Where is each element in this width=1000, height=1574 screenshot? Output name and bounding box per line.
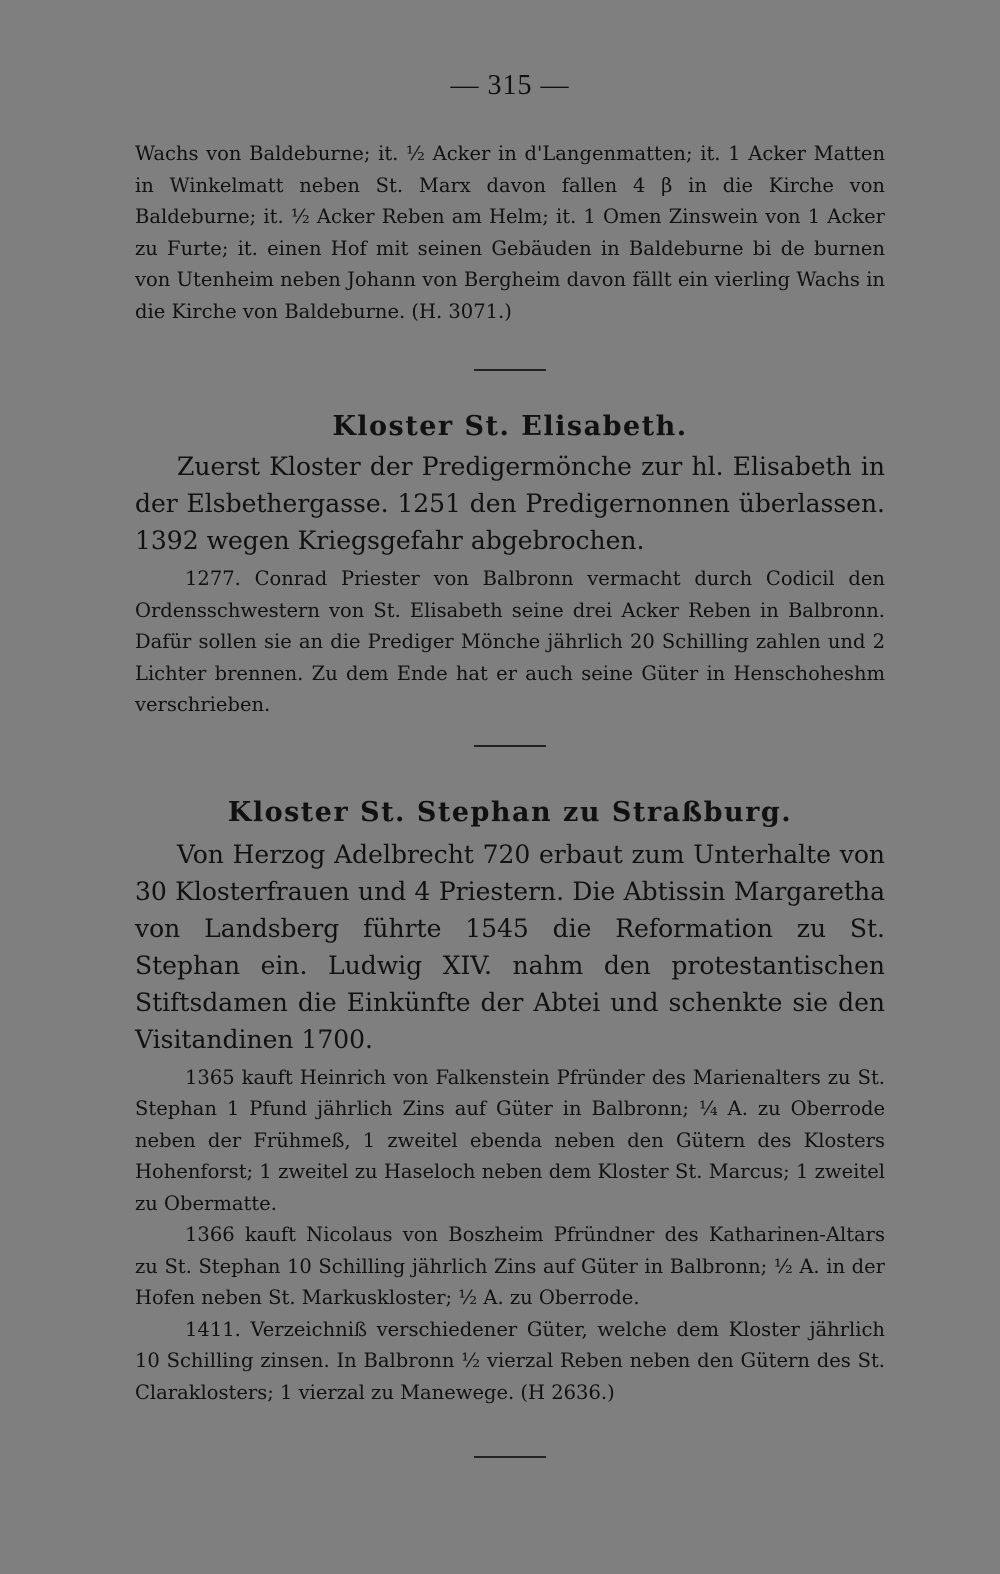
section-divider — [474, 1456, 546, 1458]
entry-paragraph: 1277. Conrad Priester von Balbronn vermacht durch Codicil den Ordensschwestern von St. Elisabeth seine drei Acker Reben in Balbronn. Dafür sollen sie an die Prediger Mönche jährlich 20 Schilling zahlen und 2 Lichter brennen. Zu dem Ende hat er auch seine Güter in Henschoheshm verschrieben. — [135, 567, 885, 716]
section-heading-st-elisabeth: Kloster St. Elisabeth. — [332, 411, 688, 442]
entry-paragraph: 1365 kauft Heinrich von Falkenstein Pfründer des Marienalters zu St. Stephan 1 Pfund jährlich Zins auf Güter in Balbronn; ¼ A. zu Oberrode neben der Frühmeß, 1 zweitel ebenda neben den Gütern des Klosters Hohenforst; 1 zweitel zu Haseloch neben dem Kloster St. Marcus; 1 zweitel zu Obermatte. — [135, 1065, 885, 1215]
section-heading-st-stephan: Kloster St. Stephan zu Straßburg. — [227, 796, 793, 828]
section-divider — [474, 745, 546, 747]
intro-paragraph: Wachs von Baldeburne; it. ½ Acker in d'Langenmatten; it. 1 Acker Matten in Winkelmatt neben St. Marx davon fallen 4 β in die Kirche von Baldeburne; it. ½ Acker Reben am Helm; it. 1 Omen Zinswein von 1 Acker zu Furte; it. einen Hof mit seinen Gebäuden in Baldeburne bi de burnen von Utenheim neben Johann von Bergheim davon fällt ein vierling Wachs in die Kirche von Baldeburne. (H. 3071.) — [135, 142, 885, 323]
section-summary-st-stephan: Von Herzog Adelbrecht 720 erbaut zum Unterhalte von 30 Klosterfrauen und 4 Priestern. Die Abtissin Margaretha von Landsberg führte 1545 die Reformation zu St. Stephan ein. Ludwig XIV. nahm den protestantischen Stiftsdamen die Einkünfte der Abtei und schenkte sie den Visitandinen 1700. — [135, 839, 885, 1054]
entry-paragraph: 1366 kauft Nicolaus von Boszheim Pfründner des Katharinen-Altars zu St. Stephan 10 Schilling jährlich Zins auf Güter in Balbronn; ½ A. in der Hofen neben St. Markuskloster; ½ A. zu Oberrode. — [135, 1223, 885, 1309]
entry-paragraph: 1411. Verzeichniß verschiedener Güter, welche dem Kloster jährlich 10 Schilling zinsen. In Balbronn ½ vierzal Reben neben den Gütern des St. Claraklosters; 1 vierzal zu Manewege. (H 2636.) — [135, 1317, 885, 1404]
section-divider — [474, 369, 546, 371]
section-summary-st-elisabeth: Zuerst Kloster der Predigermönche zur hl. Elisabeth in der Elsbethergasse. 1251 den Predigernonnen überlassen. 1392 wegen Kriegsgefahr abgebrochen. — [135, 452, 885, 555]
document-page — [135, 70, 885, 1458]
page-number: — 315 — — [450, 70, 570, 101]
